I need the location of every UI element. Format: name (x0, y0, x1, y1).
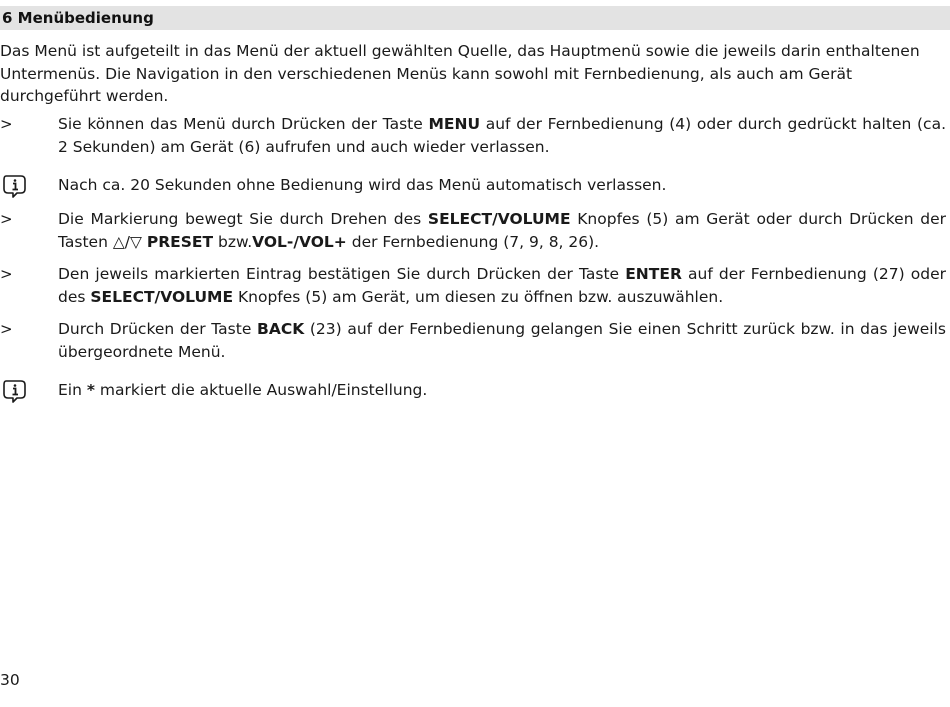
list-item (0, 263, 946, 308)
bullet-marker: > (0, 210, 13, 228)
intro-paragraph: Das Menü ist aufgeteilt in das Menü der aktuell gewählten Quelle, das Hauptmenü sowie die jeweils darin enthaltenen Untermenüs. Die Navigation in den verschiedenen Menüs kann sowohl mit Fernbedienung, als auch am Gerät durchgeführt werden. (0, 42, 920, 105)
section-heading: 6 Menübedienung (0, 6, 950, 30)
bullet-marker: > (0, 320, 13, 338)
info-icon (2, 379, 28, 403)
info-note (0, 174, 946, 197)
list-item (0, 318, 946, 363)
list-item-text: Die Markierung bewegt Sie durch Drehen des SELECT/VOLUME Knopfes (5) am Gerät oder durch Drücken der Tasten △/▽ PRESET bzw.VOL-/VOL+ der Fernbedienung (7, 9, 8, 26). (58, 210, 946, 251)
list-item-text: Sie können das Menü durch Drücken der Taste MENU auf der Fernbedienung (4) oder durch gedrückt halten (ca. 2 Sekunden) am Gerät (6) aufrufen und auch wieder verlassen. (58, 115, 946, 156)
list-item-text: Den jeweils markierten Eintrag bestätigen Sie durch Drücken der Taste ENTER auf der Fernbedienung (27) oder des SELECT/VOLUME Knopfes (5) am Gerät, um diesen zu öffnen bzw. auszuwählen. (58, 265, 946, 306)
info-icon (2, 174, 28, 198)
list-item (0, 113, 946, 158)
bullet-marker: > (0, 115, 13, 133)
page-number: 30 (0, 671, 20, 689)
bullet-marker: > (0, 265, 13, 283)
list-item-text: Durch Drücken der Taste BACK (23) auf der Fernbedienung gelangen Sie einen Schritt zurück bzw. in das jeweils übergeordnete Menü. (58, 320, 946, 361)
info-note-text: Nach ca. 20 Sekunden ohne Bedienung wird das Menü automatisch verlassen. (58, 176, 667, 194)
info-note-text: Ein * markiert die aktuelle Auswahl/Einstellung. (58, 381, 428, 399)
info-note (0, 379, 946, 402)
list-item (0, 208, 946, 253)
